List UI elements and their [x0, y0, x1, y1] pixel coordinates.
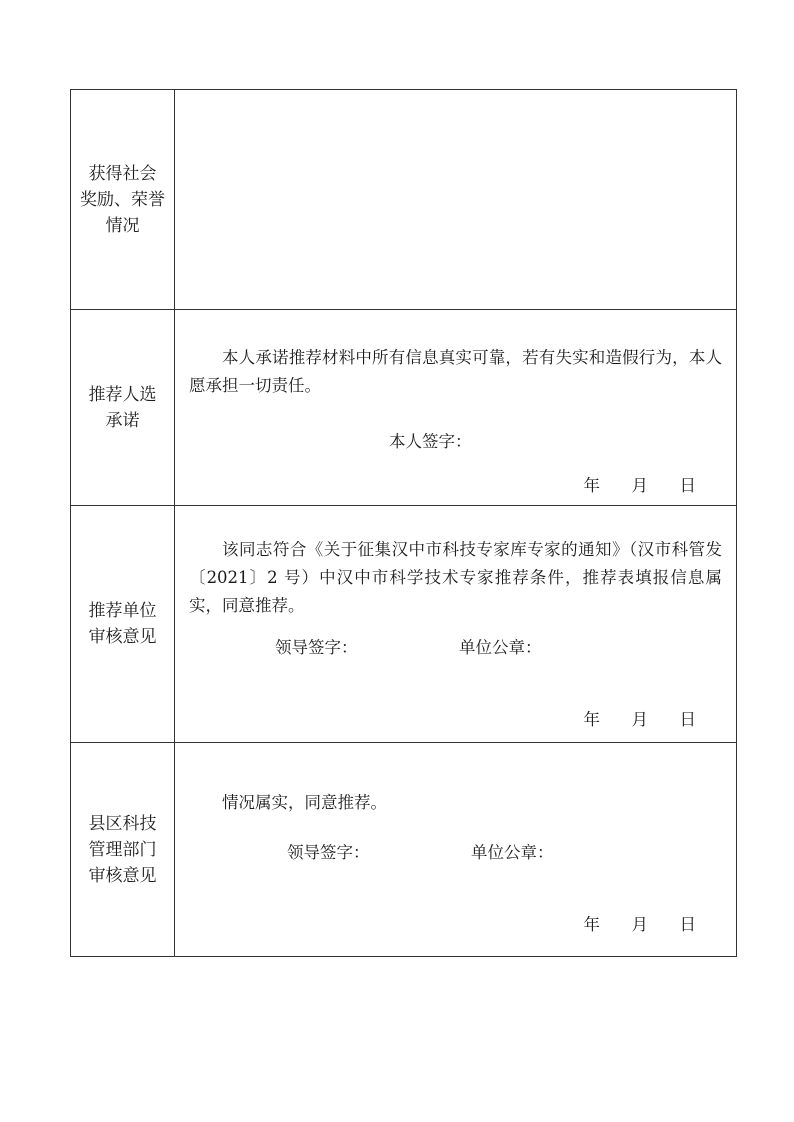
pledge-statement: 本人承诺推荐材料中所有信息真实可靠，若有失实和造假行为，本人愿承担一切责任。	[189, 348, 722, 395]
pledge-label	[71, 310, 175, 506]
unit-review-opinion: 该同志符合《关于征集汉中市科技专家库专家的通知》（汉市科管发〔2021〕2 号）中汉中市科学技术专家推荐条件，推荐表填报信息属实，同意推荐。	[189, 540, 722, 615]
county-seal-label: 单位公章：	[471, 843, 554, 862]
unit-review-label-line: 审核意见	[88, 627, 157, 647]
county-leader-signature-label: 领导签字：	[287, 843, 370, 862]
pledge-signature-label: 本人签字：	[389, 432, 472, 451]
county-review-label	[71, 743, 175, 957]
unit-review-content-cell	[175, 506, 737, 743]
unit-review-label-line: 推荐单位	[88, 601, 157, 621]
unit-review-label	[71, 506, 175, 743]
unit-leader-signature-label: 领导签字：	[275, 638, 358, 657]
county-review-opinion: 情况属实，同意推荐。	[222, 793, 387, 812]
county-review-label-line: 县区科技	[88, 813, 157, 834]
awards-label-line: 获得社会	[88, 163, 157, 184]
county-review-content-cell	[175, 743, 737, 957]
pledge-content-cell	[175, 310, 737, 506]
county-review-label-line: 审核意见	[88, 865, 157, 886]
unit-review-row	[71, 506, 737, 743]
pledge-row	[71, 310, 737, 506]
pledge-label-line: 推荐人选	[88, 384, 157, 405]
awards-label-line: 奖励、荣誉	[80, 189, 165, 210]
pledge-date: 年 月 日	[583, 476, 696, 495]
awards-label-line: 情况	[105, 215, 140, 236]
unit-seal-label: 单位公章：	[459, 638, 542, 657]
recommendation-form-table	[70, 89, 737, 957]
county-review-row	[71, 743, 737, 957]
unit-review-date: 年 月 日	[583, 710, 696, 729]
awards-label	[71, 90, 175, 310]
awards-row	[71, 90, 737, 310]
pledge-label-line: 承诺	[105, 410, 140, 431]
county-review-date: 年 月 日	[583, 915, 696, 934]
awards-content-cell[interactable]	[175, 90, 737, 310]
county-review-label-line: 管理部门	[88, 839, 157, 860]
